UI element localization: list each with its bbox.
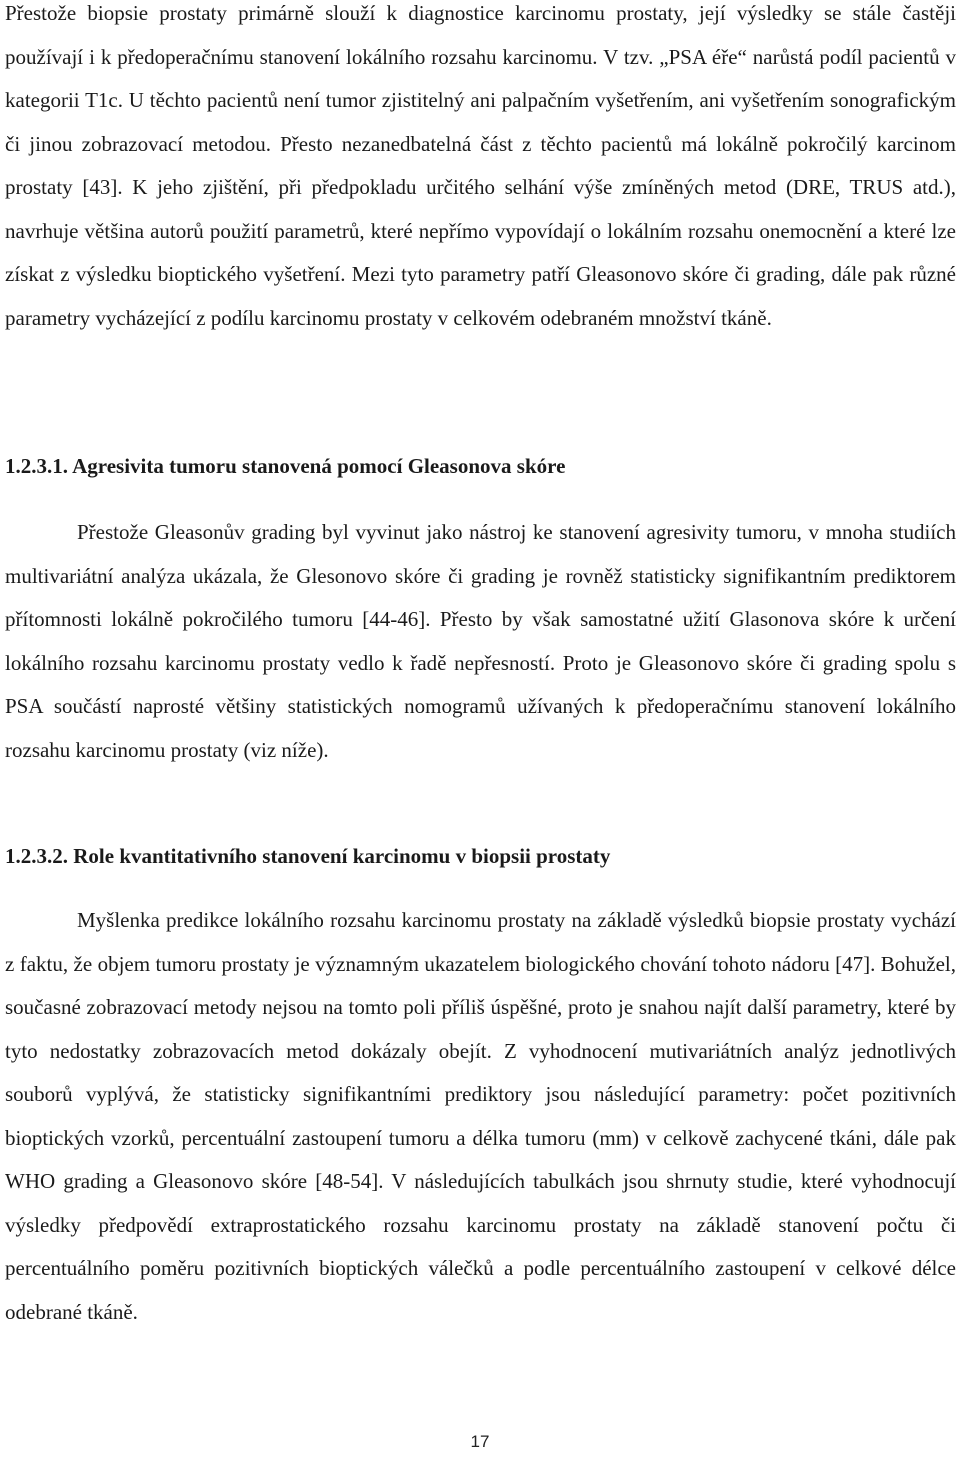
section-heading-quantitative: 1.2.3.2. Role kvantitativního stanovení karcinomu v biopsii prostaty	[5, 844, 611, 868]
page-number: 17	[470, 1432, 490, 1451]
section-heading-gleason: 1.2.3.1. Agresivita tumoru stanovená pomocí Gleasonova skóre	[5, 454, 566, 478]
paragraph-gleason: Přestože Gleasonův grading byl vyvinut jako nástroj ke stanovení agresivity tumoru, v mnoha studiích multivariátní analýza ukázala, že Glesonovo skóre či grading je rovněž statisticky signifikantním prediktorem přítomnosti lokálně pokročilého tumoru [44-46]. Přesto by však samostatné užití Glasonova skóre k určení lokálního rozsahu karcinomu prostaty vedlo k řadě nepřesností. Proto je Gleasonovo skóre či grading spolu s PSA součástí naprosté většiny statistických nomogramů užívaných k předoperačnímu stanovení lokálního rozsahu karcinomu prostaty (viz níže).	[5, 520, 956, 762]
paragraph-intro: Přestože biopsie prostaty primárně slouží k diagnostice karcinomu prostaty, její výsledky se stále častěji používají i k předoperačnímu stanovení lokálního rozsahu karcinomu. V tzv. „PSA éře“ narůstá podíl pacientů v kategorii T1c. U těchto pacientů není tumor zjistitelný ani palpačním vyšetřením, ani vyšetřením sonografickým či jinou zobrazovací metodou. Přesto nezanedbatelná část z těchto pacientů má lokálně pokročilý karcinom prostaty [43]. K jeho zjištění, při předpokladu určitého selhání výše zmíněných metod (DRE, TRUS atd.), navrhuje většina autorů použití parametrů, které nepřímo vypovídají o lokálním rozsahu onemocnění a které lze získat z výsledku bioptického vyšetření. Mezi tyto parametry patří Gleasonovo skóre či grading, dále pak různé parametry vycházející z podílu karcinomu prostaty v celkovém odebraném množství tkáně.	[5, 1, 956, 330]
paragraph-quantitative: Myšlenka predikce lokálního rozsahu karcinomu prostaty na základě výsledků biopsie prostaty vychází z faktu, že objem tumoru prostaty je významným ukazatelem biologického chování tohoto nádoru [47]. Bohužel, současné zobrazovací metody nejsou na tomto poli příliš úspěšné, proto je snahou najít další parametry, které by tyto nedostatky zobrazovacích metod dokázaly obejít. Z vyhodnocení mutivariátních analýz jednotlivých souborů vyplývá, že statisticky signifikantními prediktory jsou následující parametry: počet pozitivních bioptických vzorků, percentuální zastoupení tumoru a délka tumoru (mm) v celkově zachycené tkáni, dále pak WHO grading a Gleasonovo skóre [48-54]. V následujících tabulkách jsou shrnuty studie, které vyhodnocují výsledky předpovědí extraprostatického rozsahu karcinomu prostaty na základě stanovení počtu či percentuálního poměru pozitivních bioptických válečků a podle percentuálního zastoupení v celkové délce odebrané tkáně.	[5, 908, 956, 1324]
